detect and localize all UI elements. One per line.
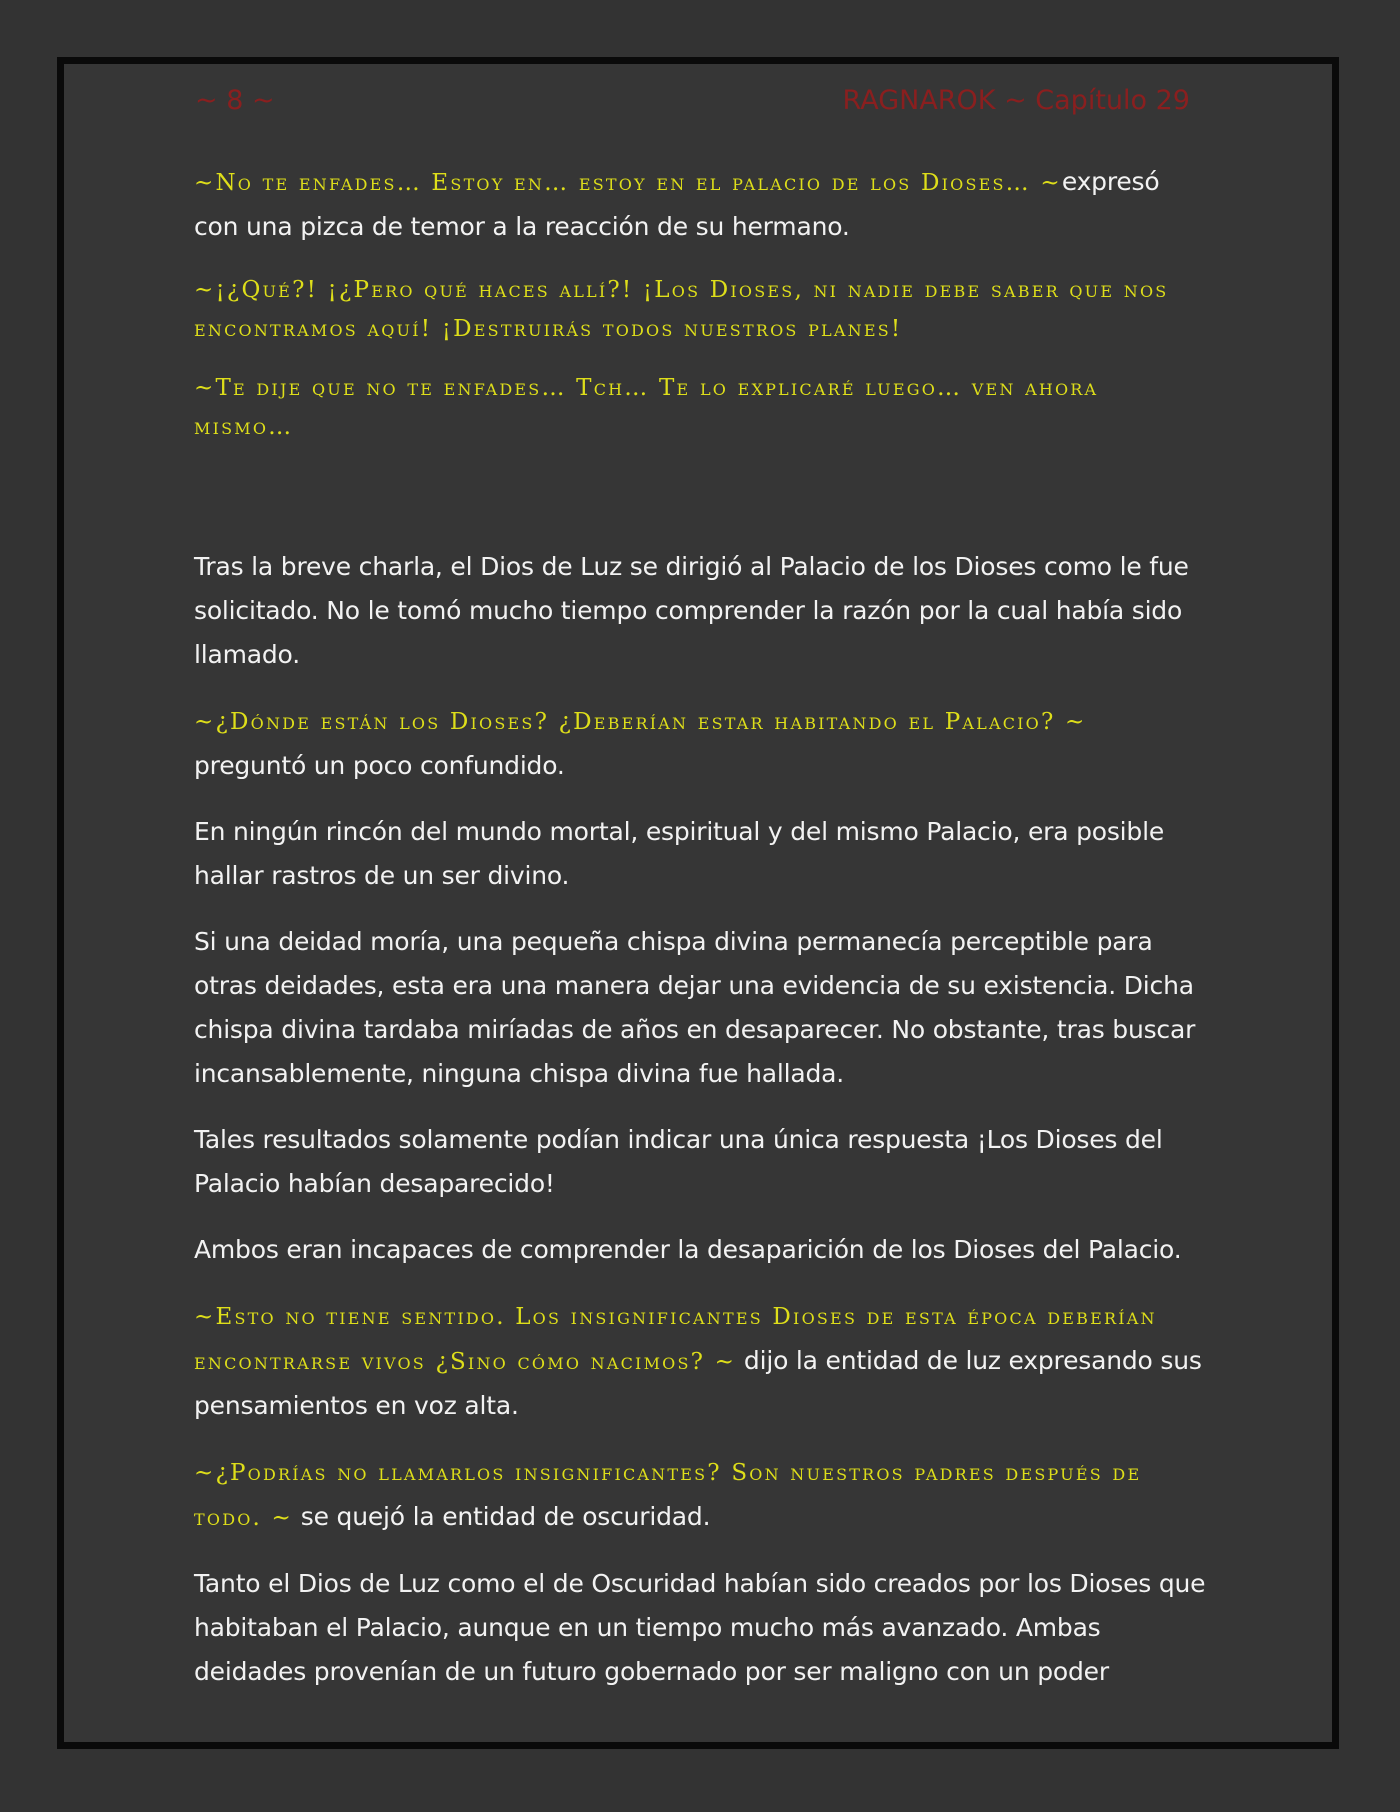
dialogue-line: ~No te enfades… Estoy en… estoy en el palacio de los Dioses… ~ <box>194 170 1062 196</box>
dialogue-paragraph-3: ~Te dije que no te enfades… Tch… Te lo explicaré luego… ven ahora mismo… <box>194 375 1099 440</box>
paragraph-10 <box>194 1294 1206 1428</box>
paragraph-12: Tanto el Dios de Luz como el de Oscuridad habían sido creados por los Dioses que habitaban el Palacio, aunque en un tiempo mucho más avanzado. Ambas deidades provenían de un futuro gobernado por ser maligno con un poder <box>194 1569 1206 1686</box>
narration-text: preguntó un poco confundido. <box>194 751 565 780</box>
paragraph-4: Tras la breve charla, el Dios de Luz se dirigió al Palacio de los Dioses como le fue solicitado. No le tomó mucho tiempo comprender la razón por la cual había sido llamado. <box>194 552 1189 669</box>
section-spacer <box>194 467 1206 545</box>
narration-text: expresó con una pizca de temor a la reacción de su hermano. <box>194 167 1160 241</box>
page-number: ~ 8 ~ <box>195 85 275 116</box>
narration-text: se quejó la entidad de oscuridad. <box>293 1502 711 1531</box>
page-body <box>194 160 1206 1716</box>
paragraph-11 <box>194 1450 1206 1540</box>
paragraph-1 <box>194 160 1206 249</box>
paragraph-8: Tales resultados solamente podían indicar una única respuesta ¡Los Dioses del Palacio habían desaparecido! <box>194 1125 1163 1198</box>
dialogue-line: ~¿Podrías no llamarlos insignificantes? Son nuestros padres después de todo. ~ <box>194 1460 1142 1531</box>
paragraph-6: En ningún rincón del mundo mortal, espiritual y del mismo Palacio, era posible hallar rastros de un ser divino. <box>194 817 1164 890</box>
narration-text: dijo la entidad de luz expresando sus pensamientos en voz alta. <box>194 1346 1202 1420</box>
running-title: RAGNAROK ~ Capítulo 29 <box>842 85 1190 116</box>
dialogue-line: ~¿Dónde están los Dioses? ¿Deberían estar habitando el Palacio? ~ <box>194 709 1087 735</box>
paragraph-9: Ambos eran incapaces de comprender la desaparición de los Dioses del Palacio. <box>194 1235 1182 1264</box>
dialogue-line: ~Esto no tiene sentido. Los insignificantes Dioses de esta época deberían encontrarse vivos ¿Sino cómo nacimos? ~ <box>194 1304 1157 1375</box>
paragraph-7: Si una deidad moría, una pequeña chispa divina permanecía perceptible para otras deidades, esta era una manera dejar una evidencia de su existencia. Dicha chispa divina tardaba miríadas de años en desaparecer. No obstante, tras buscar incansablemente, ninguna chispa divina fue hallada. <box>194 927 1196 1088</box>
paragraph-5 <box>194 699 1206 788</box>
dialogue-paragraph-2: ~¡¿Qué?! ¡¿Pero qué haces allí?! ¡Los Dioses, ni nadie debe saber que nos encontramos aquí! ¡Destruirás todos nuestros planes! <box>194 277 1169 342</box>
